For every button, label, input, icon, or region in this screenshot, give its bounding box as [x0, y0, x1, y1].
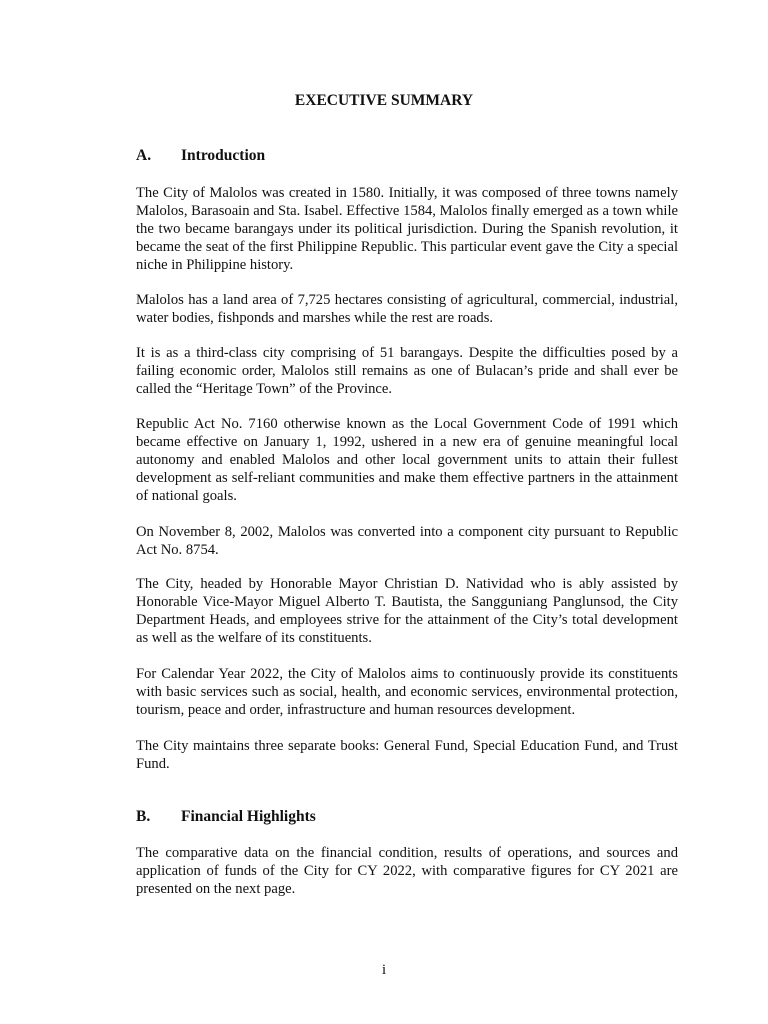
section-heading-introduction — [136, 147, 265, 165]
paragraph: The City, headed by Honorable Mayor Christian D. Natividad who is ably assisted by Honorable Vice-Mayor Miguel Alberto T. Bautista, the Sangguniang Panglunsod, the City Department Heads, and employees strive for the attainment of the City’s total development as well as the welfare of its constituents. — [136, 576, 678, 646]
paragraph: Republic Act No. 7160 otherwise known as the Local Government Code of 1991 which became effective on January 1, 1992, ushered in a new era of genuine meaningful local autonomy and enabled Malolos and other local government units to attain their fullest development as self-reliant communities and make them effective partners in the attainment of national goals. — [136, 416, 678, 504]
paragraph: The comparative data on the financial condition, results of operations, and sources and application of funds of the City for CY 2022, with comparative figures for CY 2021 are presented on the next page. — [136, 845, 678, 897]
section-letter: A. — [136, 147, 152, 164]
paragraph: For Calendar Year 2022, the City of Malolos aims to continuously provide its constituents with basic services such as social, health, and economic services, environmental protection, tourism, peace and order, infrastructure and human resources development. — [136, 666, 678, 718]
paragraph: Malolos has a land area of 7,725 hectares consisting of agricultural, commercial, industrial, water bodies, fishponds and marshes while the rest are roads. — [136, 292, 678, 326]
paragraph: It is as a third-class city comprising of 51 barangays. Despite the difficulties posed by a failing economic order, Malolos still remains as one of Bulacan’s pride and shall ever be called the “Heritage Town” of the Province. — [136, 345, 678, 397]
paragraph: The City of Malolos was created in 1580. Initially, it was composed of three towns namely Malolos, Barasoain and Sta. Isabel. Effective 1584, Malolos finally emerged as a town while the two became barangays under its political jurisdiction. During the Spanish revolution, it became the seat of the first Philippine Republic. This particular event gave the City a special niche in Philippine history. — [136, 185, 678, 273]
page-title: EXECUTIVE SUMMARY — [294, 92, 474, 109]
page-number: i — [381, 962, 387, 978]
section-title: Introduction — [181, 147, 266, 164]
paragraph: On November 8, 2002, Malolos was converted into a component city pursuant to Republic Act No. 8754. — [136, 524, 678, 558]
section-title: Financial Highlights — [181, 808, 316, 825]
section-letter: B. — [136, 808, 151, 825]
section-heading-financial-highlights — [136, 808, 316, 826]
paragraph: The City maintains three separate books: General Fund, Special Education Fund, and Trust Fund. — [136, 738, 678, 772]
